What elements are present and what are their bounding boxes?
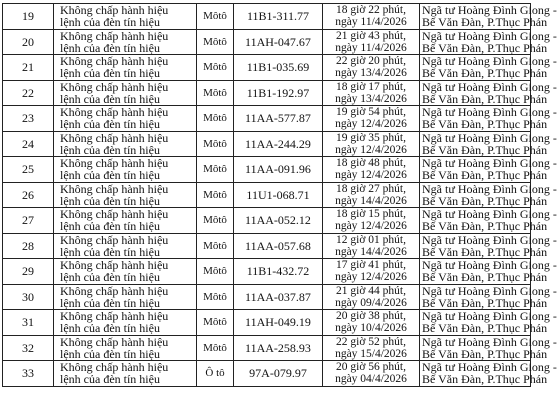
date-line: ngày 10/4/2026 — [335, 322, 407, 335]
license-plate-cell: 11B1-192.97 — [234, 80, 323, 106]
violation-cell — [54, 29, 197, 55]
location-line: Bế Văn Đàn, P.Thục Phán — [422, 66, 548, 81]
violation-cell — [54, 4, 197, 30]
row-number-cell: 19 — [3, 4, 54, 30]
location-cell — [420, 79, 557, 106]
table-row — [3, 208, 531, 234]
date-line: ngày 12/4/2026 — [335, 271, 407, 284]
violation-line: Không chấp hành hiệu — [60, 334, 169, 349]
date-line: ngày 13/4/2026 — [335, 92, 407, 105]
location-cell — [420, 334, 557, 361]
vehicle-type-cell: Môtô — [197, 80, 234, 106]
date-line: ngày 14/4/2026 — [335, 194, 407, 207]
violation-time-cell — [323, 80, 420, 106]
violation-time-cell — [323, 284, 420, 310]
violation-cell — [54, 131, 197, 157]
table-row — [3, 361, 531, 387]
location-cell — [420, 360, 557, 387]
time-line: 12 giờ 01 phút, — [336, 233, 406, 246]
date-line: ngày 09/4/2026 — [335, 296, 407, 309]
location-line: Ngã tư Hoàng Đình Giong - — [422, 156, 557, 171]
violation-line: lệnh của đèn tín hiệu — [60, 91, 160, 106]
violation-line: lệnh của đèn tín hiệu — [60, 219, 160, 234]
location-line: Ngã tư Hoàng Đình Giong - — [422, 105, 557, 120]
violation-time-cell — [323, 157, 420, 183]
violation-line: Không chấp hành hiệu — [60, 258, 169, 273]
table-row — [3, 106, 531, 132]
violation-line: lệnh của đèn tín hiệu — [60, 270, 160, 285]
date-line: ngày 12/4/2026 — [335, 143, 407, 156]
violation-line: Không chấp hành hiệu — [60, 360, 169, 375]
violation-cell — [54, 259, 197, 285]
location-line: Bế Văn Đàn, P.Thục Phán — [422, 295, 548, 310]
violation-line: Không chấp hành hiệu — [60, 309, 169, 324]
vehicle-type-cell: Môtô — [197, 106, 234, 132]
license-plate-cell: 11AA-091.96 — [234, 157, 323, 183]
date-line: ngày 15/4/2026 — [335, 347, 407, 360]
row-number-cell: 25 — [3, 157, 54, 183]
violation-cell — [54, 182, 197, 208]
location-cell — [420, 309, 557, 336]
license-plate-cell: 11AA-057.68 — [234, 233, 323, 259]
license-plate-cell: 11B1-311.77 — [234, 4, 323, 30]
table-row — [3, 55, 531, 81]
vehicle-type-cell: Môtô — [197, 182, 234, 208]
location-line: Ngã tư Hoàng Đình Giong - — [422, 232, 557, 247]
date-line: ngày 12/4/2026 — [335, 169, 407, 182]
table-row — [3, 4, 531, 30]
location-line: Ngã tư Hoàng Đình Giong - — [422, 54, 557, 69]
violation-time-cell — [323, 310, 420, 336]
location-line: Bế Văn Đàn, P.Thục Phán — [422, 193, 548, 208]
location-cell — [420, 28, 557, 55]
violation-time-cell — [323, 182, 420, 208]
location-line: Bế Văn Đàn, P.Thục Phán — [422, 321, 548, 336]
vehicle-type-cell: Môtô — [197, 335, 234, 361]
violation-time-cell — [323, 55, 420, 81]
violation-cell — [54, 55, 197, 81]
violation-time-cell — [323, 131, 420, 157]
location-line: Bế Văn Đàn, P.Thục Phán — [422, 142, 548, 157]
violation-time-cell — [323, 106, 420, 132]
date-line: ngày 12/4/2026 — [335, 118, 407, 131]
row-number-cell: 23 — [3, 106, 54, 132]
violation-time-cell — [323, 208, 420, 234]
location-line: Ngã tư Hoàng Đình Giong - — [422, 360, 557, 375]
time-line: 18 giờ 17 phút, — [336, 80, 406, 93]
license-plate-cell: 11B1-432.72 — [234, 259, 323, 285]
row-number-cell: 24 — [3, 131, 54, 157]
row-number-cell: 33 — [3, 361, 54, 387]
location-line: Bế Văn Đàn, P.Thục Phán — [422, 244, 548, 259]
row-number-cell: 26 — [3, 182, 54, 208]
row-number-cell: 31 — [3, 310, 54, 336]
location-cell — [420, 207, 557, 234]
table-row — [3, 233, 531, 259]
violation-time-cell — [323, 361, 420, 387]
violation-line: Không chấp hành hiệu — [60, 181, 169, 196]
location-line: Ngã tư Hoàng Đình Giong - — [422, 130, 557, 145]
location-line: Ngã tư Hoàng Đình Giong - — [422, 283, 557, 298]
location-line: Bế Văn Đàn, P.Thục Phán — [422, 372, 548, 387]
time-line: 22 giờ 52 phút, — [336, 335, 406, 348]
table-row — [3, 284, 531, 310]
location-cell — [420, 181, 557, 208]
violation-line: lệnh của đèn tín hiệu — [60, 295, 160, 310]
vehicle-type-cell: Môtô — [197, 4, 234, 30]
violations-table-body — [3, 3, 557, 387]
location-line: Ngã tư Hoàng Đình Giong - — [422, 28, 557, 43]
violation-cell — [54, 106, 197, 132]
vehicle-type-cell: Môtô — [197, 284, 234, 310]
violation-time-cell — [323, 29, 420, 55]
row-number-cell: 20 — [3, 29, 54, 55]
violation-cell — [54, 361, 197, 387]
time-line: 19 giờ 35 phút, — [336, 131, 406, 144]
violation-cell — [54, 284, 197, 310]
violation-line: Không chấp hành hiệu — [60, 207, 169, 222]
violation-cell — [54, 208, 197, 234]
time-line: 19 giờ 54 phút, — [336, 106, 406, 119]
date-line: ngày 04/4/2026 — [335, 373, 407, 386]
location-line: Ngã tư Hoàng Đình Giong - — [422, 3, 557, 18]
vehicle-type-cell: Ô tô — [197, 361, 234, 387]
violation-time-cell — [323, 335, 420, 361]
location-cell — [420, 130, 557, 157]
violation-cell — [54, 157, 197, 183]
location-line: Bế Văn Đàn, P.Thục Phán — [422, 219, 548, 234]
vehicle-type-cell: Môtô — [197, 310, 234, 336]
location-cell — [420, 156, 557, 183]
date-line: ngày 12/4/2026 — [335, 220, 407, 233]
location-cell — [420, 3, 557, 30]
license-plate-cell: 11AH-049.19 — [234, 310, 323, 336]
license-plate-cell: 11B1-035.69 — [234, 55, 323, 81]
time-line: 17 giờ 41 phút, — [336, 259, 406, 272]
row-number-cell: 29 — [3, 259, 54, 285]
violation-line: Không chấp hành hiệu — [60, 232, 169, 247]
violation-line: lệnh của đèn tín hiệu — [60, 66, 160, 81]
violation-cell — [54, 80, 197, 106]
row-number-cell: 22 — [3, 80, 54, 106]
date-line: ngày 11/4/2026 — [335, 41, 407, 54]
time-line: 20 giờ 56 phút, — [336, 361, 406, 374]
table-row — [3, 29, 531, 55]
violation-cell — [54, 233, 197, 259]
location-line: Ngã tư Hoàng Đình Giong - — [422, 207, 557, 222]
violation-line: Không chấp hành hiệu — [60, 3, 169, 18]
violation-time-cell — [323, 233, 420, 259]
vehicle-type-cell: Môtô — [197, 259, 234, 285]
violation-cell — [54, 335, 197, 361]
location-line: Ngã tư Hoàng Đình Giong - — [422, 181, 557, 196]
date-line: ngày 13/4/2026 — [335, 67, 407, 80]
location-cell — [420, 283, 557, 310]
violation-line: lệnh của đèn tín hiệu — [60, 142, 160, 157]
license-plate-cell: 11AA-577.87 — [234, 106, 323, 132]
violation-line: lệnh của đèn tín hiệu — [60, 321, 160, 336]
violation-line: lệnh của đèn tín hiệu — [60, 193, 160, 208]
row-number-cell: 30 — [3, 284, 54, 310]
vehicle-type-cell: Môtô — [197, 157, 234, 183]
table-row — [3, 157, 531, 183]
license-plate-cell: 11AA-258.93 — [234, 335, 323, 361]
location-cell — [420, 54, 557, 81]
row-number-cell: 28 — [3, 233, 54, 259]
vehicle-type-cell: Môtô — [197, 233, 234, 259]
location-line: Ngã tư Hoàng Đình Giong - — [422, 258, 557, 273]
violation-line: lệnh của đèn tín hiệu — [60, 15, 160, 30]
time-line: 22 giờ 20 phút, — [336, 55, 406, 68]
location-cell — [420, 258, 557, 285]
time-line: 20 giờ 38 phút, — [336, 310, 406, 323]
vehicle-type-cell: Môtô — [197, 29, 234, 55]
violation-time-cell — [323, 4, 420, 30]
location-line: Bế Văn Đàn, P.Thục Phán — [422, 91, 548, 106]
time-line: 21 giờ 44 phút, — [336, 284, 406, 297]
row-number-cell: 32 — [3, 335, 54, 361]
violation-line: Không chấp hành hiệu — [60, 54, 169, 69]
violation-line: Không chấp hành hiệu — [60, 79, 169, 94]
location-line: Ngã tư Hoàng Đình Giong - — [422, 309, 557, 324]
violation-cell — [54, 310, 197, 336]
violation-line: lệnh của đèn tín hiệu — [60, 40, 160, 55]
location-line: Ngã tư Hoàng Đình Giong - — [422, 79, 557, 94]
license-plate-cell: 11AA-037.87 — [234, 284, 323, 310]
table-row — [3, 259, 531, 285]
table-row — [3, 80, 531, 106]
row-number-cell: 21 — [3, 55, 54, 81]
time-line: 18 giờ 15 phút, — [336, 208, 406, 221]
license-plate-cell: 11AA-244.29 — [234, 131, 323, 157]
vehicle-type-cell: Môtô — [197, 55, 234, 81]
license-plate-cell: 97A-079.97 — [234, 361, 323, 387]
location-line: Bế Văn Đàn, P.Thục Phán — [422, 15, 548, 30]
violation-line: lệnh của đèn tín hiệu — [60, 168, 160, 183]
violation-line: lệnh của đèn tín hiệu — [60, 244, 160, 259]
violations-table — [2, 3, 557, 387]
violation-line: Không chấp hành hiệu — [60, 28, 169, 43]
vehicle-type-cell: Môtô — [197, 131, 234, 157]
license-plate-cell: 11U1-068.71 — [234, 182, 323, 208]
violation-line: Không chấp hành hiệu — [60, 156, 169, 171]
vehicle-type-cell: Môtô — [197, 208, 234, 234]
violation-time-cell — [323, 259, 420, 285]
violation-line: Không chấp hành hiệu — [60, 105, 169, 120]
location-line: Bế Văn Đàn, P.Thục Phán — [422, 270, 548, 285]
date-line: ngày 14/4/2026 — [335, 245, 407, 258]
time-line: 18 giờ 48 phút, — [336, 157, 406, 170]
time-line: 21 giờ 43 phút, — [336, 29, 406, 42]
violation-line: lệnh của đèn tín hiệu — [60, 346, 160, 361]
location-line: Bế Văn Đàn, P.Thục Phán — [422, 168, 548, 183]
location-cell — [420, 105, 557, 132]
table-row — [3, 182, 531, 208]
row-number-cell: 27 — [3, 208, 54, 234]
license-plate-cell: 11AH-047.67 — [234, 29, 323, 55]
time-line: 18 giờ 27 phút, — [336, 182, 406, 195]
table-row — [3, 335, 531, 361]
location-line: Bế Văn Đàn, P.Thục Phán — [422, 117, 548, 132]
location-line: Bế Văn Đàn, P.Thục Phán — [422, 40, 548, 55]
violation-line: Không chấp hành hiệu — [60, 283, 169, 298]
violation-line: lệnh của đèn tín hiệu — [60, 117, 160, 132]
location-line: Ngã tư Hoàng Đình Giong - — [422, 334, 557, 349]
license-plate-cell: 11AA-052.12 — [234, 208, 323, 234]
time-line: 18 giờ 22 phút, — [336, 4, 406, 17]
table-row — [3, 131, 531, 157]
date-line: ngày 11/4/2026 — [335, 16, 407, 29]
table-row — [3, 310, 531, 336]
violation-line: lệnh của đèn tín hiệu — [60, 372, 160, 387]
violation-line: Không chấp hành hiệu — [60, 130, 169, 145]
location-cell — [420, 232, 557, 259]
location-line: Bế Văn Đàn, P.Thục Phán — [422, 346, 548, 361]
